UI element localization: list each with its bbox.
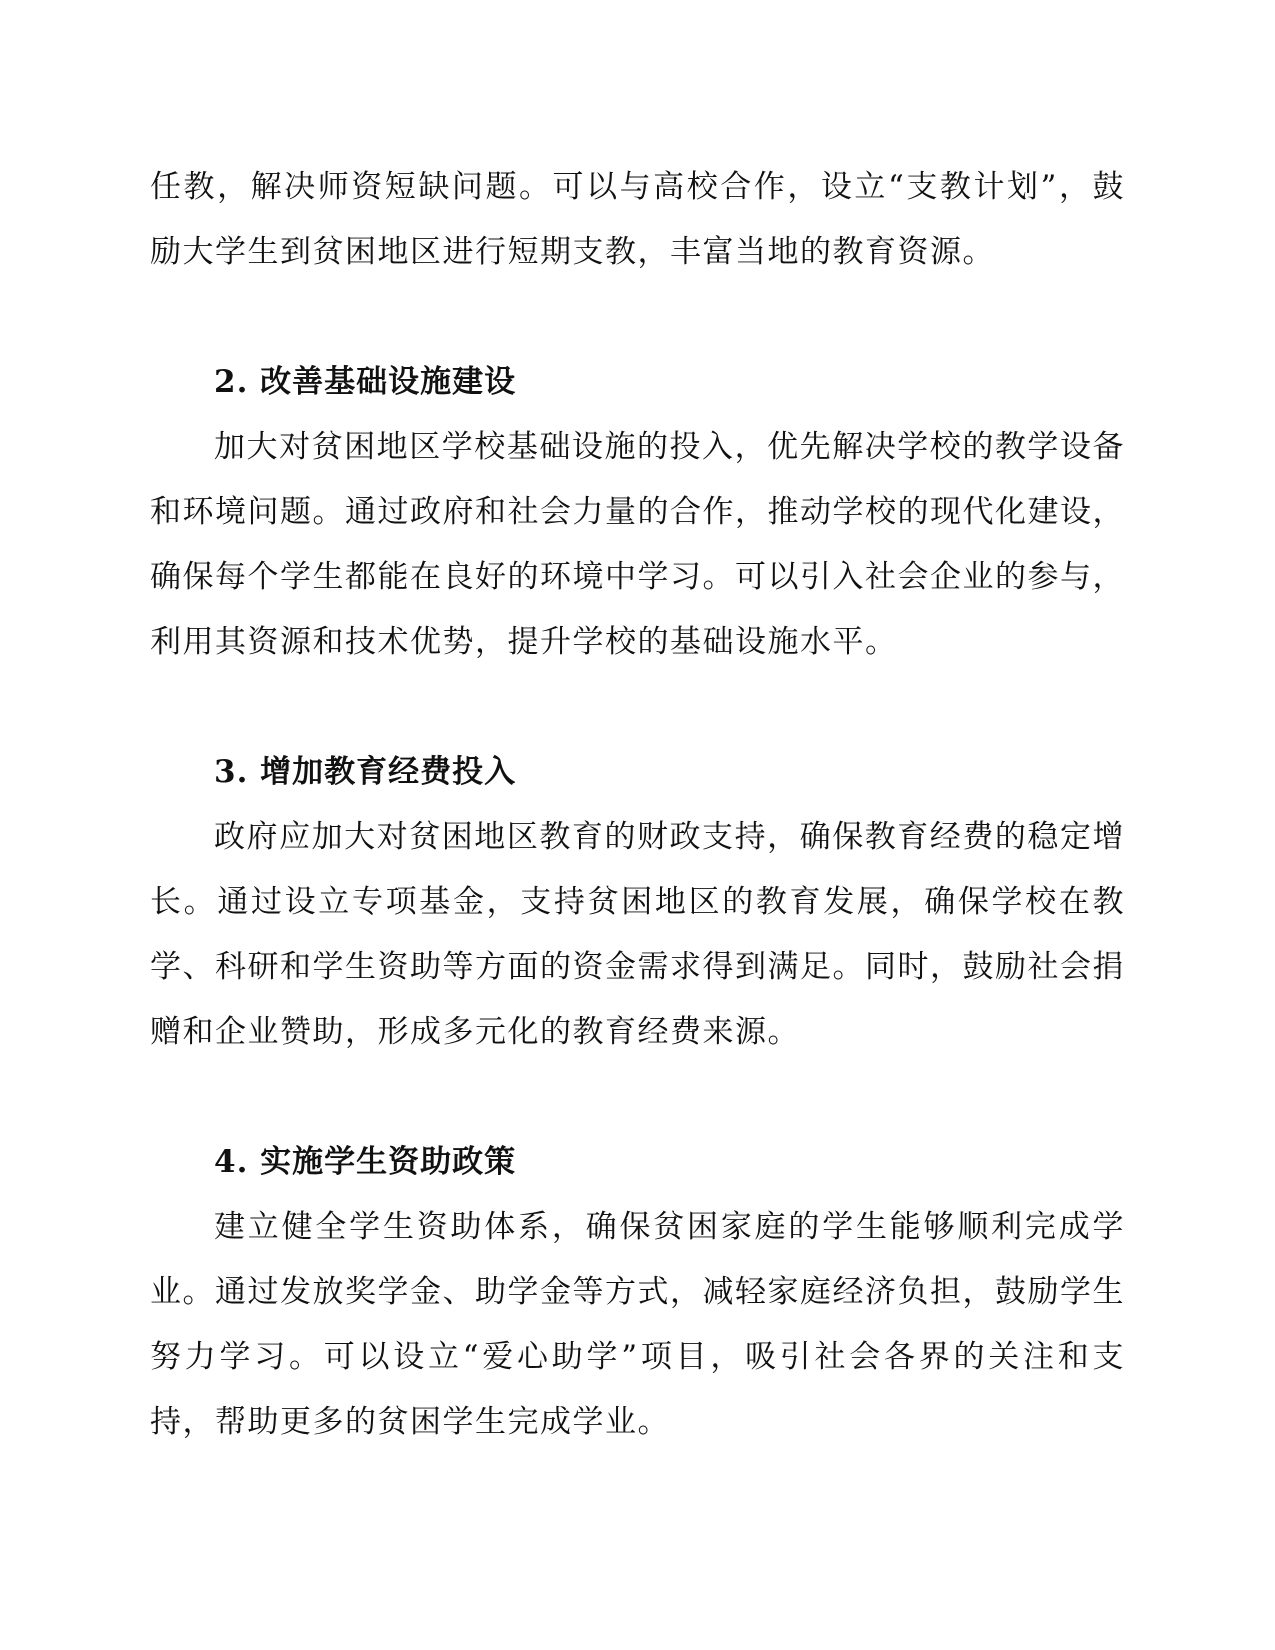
section-body-funding: 政府应加大对贫困地区教育的财政支持，确保教育经费的稳定增长。通过设立专项基金，支持贫困地区的教育发展，确保学校在教学、科研和学生资助等方面的资金需求得到满足。同时，鼓励社会捐赠和企业赞助，形成多元化的教育经费来源。 (150, 819, 1125, 1050)
document-body (150, 155, 1125, 1455)
section-heading-funding: 3. 增加教育经费投入 (214, 754, 517, 790)
section-body-student-aid: 建立健全学生资助体系，确保贫困家庭的学生能够顺利完成学业。通过发放奖学金、助学金等方式，减轻家庭经济负担，鼓励学生努力学习。可以设立“爱心助学”项目，吸引社会各界的关注和支持，帮助更多的贫困学生完成学业。 (150, 1209, 1125, 1440)
section-body-infrastructure: 加大对贫困地区学校基础设施的投入，优先解决学校的教学设备和环境问题。通过政府和社会力量的合作，推动学校的现代化建设，确保每个学生都能在良好的环境中学习。可以引入社会企业的参与，利用其资源和技术优势，提升学校的基础设施水平。 (150, 429, 1125, 660)
section-heading-infrastructure: 2. 改善基础设施建设 (214, 364, 517, 400)
intro-paragraph: 任教，解决师资短缺问题。可以与高校合作，设立“支教计划”，鼓励大学生到贫困地区进行短期支教，丰富当地的教育资源。 (150, 169, 1125, 270)
section-heading-student-aid: 4. 实施学生资助政策 (214, 1144, 517, 1180)
